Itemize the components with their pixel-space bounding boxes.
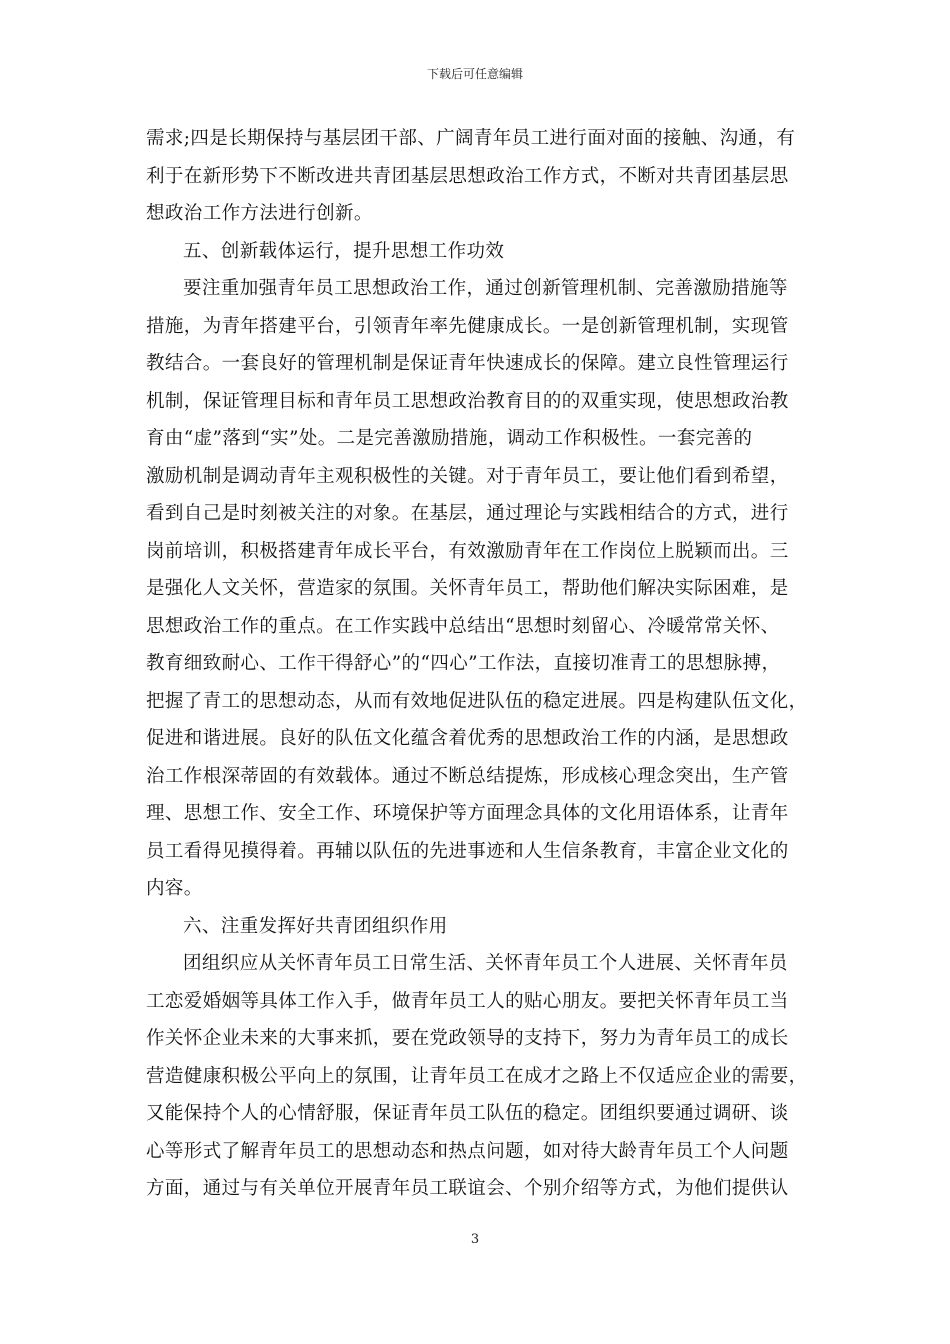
text-line: 作关怀企业未来的大事来抓，要在党政领导的支持下，努力为青年员工的成长 <box>146 1028 789 1049</box>
text-line: 是强化人文关怀，营造家的氛围。关怀青年员工，帮助他们解决实际困难，是 <box>146 578 789 599</box>
text-line: 岗前培训，积极搭建青年成长平台，有效激励青年在工作岗位上脱颖而出。三 <box>146 540 789 562</box>
text-line: 工恋爱婚姻等具体工作入手，做青年员工人的贴心朋友。要把关怀青年员工当 <box>146 990 789 1012</box>
text-line: 看到自己是时刻被关注的对象。在基层，通过理论与实践相结合的方式，进行 <box>146 503 789 524</box>
text-line: 教育细致耐心、工作干得舒心”的“四心”工作法，直接切准青工的思想脉搏， <box>146 653 781 674</box>
text-line: 团组织应从关怀青年员工日常生活、关怀青年员工个人进展、关怀青年员 <box>183 953 788 974</box>
text-line: 措施，为青年搭建平台，引领青年率先健康成长。一是创新管理机制，实现管 <box>146 315 789 337</box>
text-line: 激励机制是调动青年主观积极性的关键。对于青年员工，要让他们看到希望， <box>146 465 789 487</box>
text-line: 营造健康积极公平向上的氛围，让青年员工在成才之路上不仅适应企业的需要， <box>146 1065 808 1087</box>
page-number: 3 <box>470 1232 480 1247</box>
text-line: 员工看得见摸得着。再辅以队伍的先进事迹和人生信条教育，丰富企业文化的 <box>146 840 789 862</box>
text-line: 又能保持个人的心情舒服，保证青年员工队伍的稳定。团组织要通过调研、谈 <box>146 1103 789 1124</box>
text-line: 教结合。一套良好的管理机制是保证青年快速成长的保障。建立良性管理运行 <box>146 353 789 374</box>
section-heading-5: 五、创新载体运行，提升思想工作功效 <box>183 240 505 262</box>
text-line: 利于在新形势下不断改进共青团基层思想政治工作方式，不断对共青团基层思 <box>146 165 789 187</box>
document-body <box>146 120 808 1208</box>
text-line: 思想政治工作的重点。在工作实践中总结出“思想时刻留心、冷暖常常关怀、 <box>146 615 780 637</box>
text-line: 把握了青工的思想动态，从而有效地促进队伍的稳定进展。四是构建队伍文化， <box>146 690 808 712</box>
text-line: 促进和谐进展。良好的队伍文化蕴含着优秀的思想政治工作的内涵，是思想政 <box>146 728 789 749</box>
text-line: 想政治工作方法进行创新。 <box>146 203 373 224</box>
text-line: 育由“虚”落到“实”处。二是完善激励措施，调动工作积极性。一套完善的 <box>146 428 753 449</box>
text-line: 内容。 <box>146 878 203 899</box>
page-header: 下载后可任意编辑 <box>426 67 523 81</box>
text-line: 心等形式了解青年员工的思想动态和热点问题，如对待大龄青年员工个人问题 <box>146 1140 789 1162</box>
text-line: 需求;四是长期保持与基层团干部、广阔青年员工进行面对面的接触、沟通，有 <box>146 128 796 149</box>
text-line: 方面，通过与有关单位开展青年员工联谊会、个别介绍等方式，为他们提供认 <box>146 1178 789 1199</box>
text-line: 理、思想工作、安全工作、环境保护等方面理念具体的文化用语体系，让青年 <box>146 803 789 824</box>
text-line: 机制，保证管理目标和青年员工思想政治教育目的的双重实现，使思想政治教 <box>146 390 789 412</box>
text-line: 要注重加强青年员工思想政治工作，通过创新管理机制、完善激励措施等 <box>183 278 788 299</box>
section-heading-6: 六、注重发挥好共青团组织作用 <box>183 915 448 937</box>
text-line: 治工作根深蒂固的有效载体。通过不断总结提炼，形成核心理念突出，生产管 <box>146 765 789 787</box>
